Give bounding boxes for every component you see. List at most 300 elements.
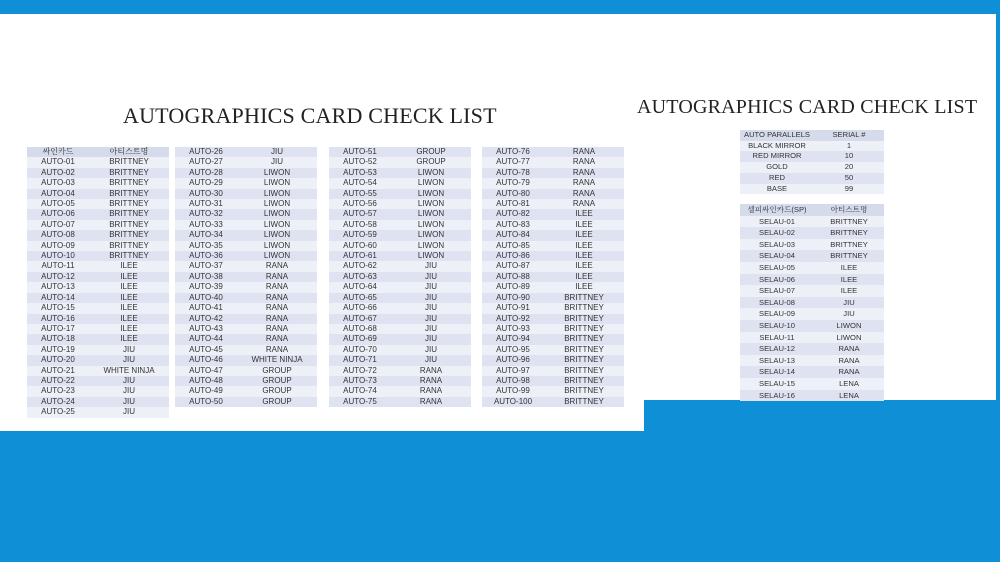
table-row	[329, 220, 471, 230]
card-code-cell: AUTO-43	[175, 324, 237, 334]
card-code-cell: SELAU-06	[740, 274, 814, 286]
table-row	[740, 308, 884, 320]
card-code-cell: AUTO-84	[482, 230, 544, 240]
value-cell: BRITTNEY	[544, 324, 624, 334]
value-cell: 10	[814, 151, 884, 162]
selau-table	[740, 204, 884, 401]
value-cell: JIU	[391, 261, 471, 271]
card-code-cell: SELAU-07	[740, 285, 814, 297]
card-code-cell: SELAU-05	[740, 262, 814, 274]
table-row	[175, 209, 317, 219]
card-code-cell: AUTO-21	[27, 366, 89, 376]
table-row	[482, 334, 624, 344]
card-code-cell: AUTO-08	[27, 230, 89, 240]
card-code-cell: AUTO-52	[329, 157, 391, 167]
table-row	[740, 173, 884, 184]
value-cell: BRITTNEY	[814, 239, 884, 251]
table-row	[482, 147, 624, 157]
value-cell: JIU	[391, 303, 471, 313]
value-cell: JIU	[391, 345, 471, 355]
value-cell: ILEE	[814, 262, 884, 274]
value-cell: LIWON	[237, 209, 317, 219]
card-code-cell: AUTO-61	[329, 251, 391, 261]
card-code-cell: AUTO-35	[175, 241, 237, 251]
card-code-cell: AUTO-79	[482, 178, 544, 188]
value-cell: ILEE	[544, 251, 624, 261]
table-header-row	[740, 130, 884, 141]
table-row	[175, 220, 317, 230]
value-cell: JIU	[89, 386, 169, 396]
value-cell: LIWON	[237, 168, 317, 178]
card-code-cell: AUTO-06	[27, 209, 89, 219]
value-cell: LENA	[814, 378, 884, 390]
value-cell: BRITTNEY	[89, 168, 169, 178]
card-code-cell: AUTO-73	[329, 376, 391, 386]
card-code-cell: AUTO-19	[27, 345, 89, 355]
value-cell: LIWON	[237, 251, 317, 261]
value-cell: RANA	[237, 293, 317, 303]
value-cell: JIU	[89, 355, 169, 365]
table-row	[740, 262, 884, 274]
table-row	[175, 376, 317, 386]
value-cell: ILEE	[544, 282, 624, 292]
header-cell: SERIAL #	[814, 130, 884, 141]
value-cell: ILEE	[544, 230, 624, 240]
card-code-cell: BASE	[740, 184, 814, 195]
value-cell: BRITTNEY	[544, 314, 624, 324]
table-row	[175, 199, 317, 209]
value-cell: JIU	[237, 157, 317, 167]
card-code-cell: AUTO-46	[175, 355, 237, 365]
value-cell: BRITTNEY	[814, 250, 884, 262]
card-code-cell: AUTO-37	[175, 261, 237, 271]
card-code-cell: SELAU-12	[740, 343, 814, 355]
value-cell: LIWON	[237, 241, 317, 251]
table-row	[27, 324, 169, 334]
card-code-cell: AUTO-44	[175, 334, 237, 344]
table-row	[329, 324, 471, 334]
card-code-cell: GOLD	[740, 162, 814, 173]
card-code-cell: AUTO-05	[27, 199, 89, 209]
value-cell: JIU	[89, 345, 169, 355]
card-code-cell: AUTO-54	[329, 178, 391, 188]
value-cell: RANA	[544, 178, 624, 188]
table-row	[329, 376, 471, 386]
value-cell: BRITTNEY	[814, 216, 884, 228]
card-code-cell: AUTO-29	[175, 178, 237, 188]
table-row	[175, 230, 317, 240]
value-cell: ILEE	[814, 285, 884, 297]
value-cell: LIWON	[237, 230, 317, 240]
table-row	[329, 314, 471, 324]
table-row	[329, 230, 471, 240]
header-cell: AUTO PARALLELS	[740, 130, 814, 141]
card-code-cell: AUTO-01	[27, 157, 89, 167]
table-row	[27, 199, 169, 209]
table-row	[740, 320, 884, 332]
auto-table-col-4	[482, 147, 624, 407]
card-code-cell: AUTO-39	[175, 282, 237, 292]
value-cell: WHITE NINJA	[237, 355, 317, 365]
table-row	[740, 378, 884, 390]
table-row	[740, 239, 884, 251]
value-cell: GROUP	[391, 147, 471, 157]
table-row	[27, 157, 169, 167]
card-code-cell: AUTO-95	[482, 345, 544, 355]
value-cell: BRITTNEY	[544, 334, 624, 344]
value-cell: GROUP	[237, 376, 317, 386]
value-cell: RANA	[544, 189, 624, 199]
value-cell: RANA	[237, 324, 317, 334]
card-code-cell: AUTO-64	[329, 282, 391, 292]
card-code-cell: AUTO-99	[482, 386, 544, 396]
value-cell: RANA	[391, 386, 471, 396]
value-cell: ILEE	[814, 274, 884, 286]
table-row	[175, 303, 317, 313]
table-row	[482, 272, 624, 282]
card-code-cell: SELAU-03	[740, 239, 814, 251]
card-code-cell: AUTO-26	[175, 147, 237, 157]
table-row	[175, 147, 317, 157]
table-row	[27, 314, 169, 324]
table-row	[175, 157, 317, 167]
table-row	[27, 189, 169, 199]
card-code-cell: AUTO-40	[175, 293, 237, 303]
table-row	[740, 343, 884, 355]
value-cell: ILEE	[89, 293, 169, 303]
card-code-cell: AUTO-88	[482, 272, 544, 282]
table-row	[329, 147, 471, 157]
card-code-cell: AUTO-86	[482, 251, 544, 261]
table-row	[175, 261, 317, 271]
value-cell: LIWON	[391, 230, 471, 240]
value-cell: LIWON	[814, 332, 884, 344]
value-cell: RANA	[237, 282, 317, 292]
value-cell: LIWON	[391, 241, 471, 251]
value-cell: GROUP	[391, 157, 471, 167]
value-cell: BRITTNEY	[544, 345, 624, 355]
table-row	[482, 178, 624, 188]
card-code-cell: AUTO-11	[27, 261, 89, 271]
table-row	[740, 285, 884, 297]
card-code-cell: AUTO-85	[482, 241, 544, 251]
value-cell: BRITTNEY	[544, 303, 624, 313]
table-row	[740, 216, 884, 228]
value-cell: LIWON	[391, 178, 471, 188]
value-cell: BRITTNEY	[814, 227, 884, 239]
table-row	[482, 168, 624, 178]
card-code-cell: AUTO-60	[329, 241, 391, 251]
card-code-cell: AUTO-36	[175, 251, 237, 261]
value-cell: RANA	[544, 199, 624, 209]
card-code-cell: AUTO-41	[175, 303, 237, 313]
card-code-cell: AUTO-47	[175, 366, 237, 376]
card-code-cell: AUTO-91	[482, 303, 544, 313]
card-code-cell: AUTO-68	[329, 324, 391, 334]
value-cell: BRITTNEY	[89, 220, 169, 230]
table-row	[27, 241, 169, 251]
card-code-cell: SELAU-16	[740, 390, 814, 402]
card-code-cell: AUTO-24	[27, 397, 89, 407]
card-code-cell: AUTO-02	[27, 168, 89, 178]
table-row	[482, 397, 624, 407]
card-code-cell: AUTO-75	[329, 397, 391, 407]
card-code-cell: AUTO-55	[329, 189, 391, 199]
table-row	[329, 199, 471, 209]
table-row	[175, 293, 317, 303]
value-cell: BRITTNEY	[544, 386, 624, 396]
table-row	[27, 366, 169, 376]
table-row	[175, 251, 317, 261]
table-row	[27, 209, 169, 219]
value-cell: RANA	[391, 376, 471, 386]
value-cell: RANA	[237, 261, 317, 271]
value-cell: GROUP	[237, 366, 317, 376]
table-row	[175, 241, 317, 251]
table-row	[482, 324, 624, 334]
table-row	[329, 303, 471, 313]
card-code-cell: SELAU-14	[740, 366, 814, 378]
value-cell: LENA	[814, 390, 884, 402]
card-code-cell: RED MIRROR	[740, 151, 814, 162]
table-row	[740, 274, 884, 286]
table-row	[329, 386, 471, 396]
card-code-cell: AUTO-80	[482, 189, 544, 199]
value-cell: LIWON	[237, 220, 317, 230]
table-row	[740, 162, 884, 173]
value-cell: JIU	[391, 334, 471, 344]
value-cell: 1	[814, 141, 884, 152]
card-code-cell: SELAU-15	[740, 378, 814, 390]
value-cell: BRITTNEY	[544, 376, 624, 386]
card-code-cell: SELAU-02	[740, 227, 814, 239]
card-code-cell: RED	[740, 173, 814, 184]
table-header-row	[27, 147, 169, 157]
value-cell: JIU	[89, 376, 169, 386]
value-cell: JIU	[391, 272, 471, 282]
card-code-cell: AUTO-72	[329, 366, 391, 376]
table-row	[329, 282, 471, 292]
table-row	[482, 261, 624, 271]
table-row	[175, 355, 317, 365]
table-row	[740, 141, 884, 152]
value-cell: RANA	[237, 334, 317, 344]
card-code-cell: AUTO-38	[175, 272, 237, 282]
card-code-cell: AUTO-69	[329, 334, 391, 344]
value-cell: LIWON	[814, 320, 884, 332]
card-code-cell: AUTO-56	[329, 199, 391, 209]
table-row	[482, 282, 624, 292]
header-cell: 아티스트명	[89, 147, 169, 157]
table-row	[482, 230, 624, 240]
card-code-cell: AUTO-57	[329, 209, 391, 219]
table-row	[740, 390, 884, 402]
table-row	[482, 386, 624, 396]
value-cell: RANA	[814, 355, 884, 367]
card-code-cell: AUTO-12	[27, 272, 89, 282]
table-row	[329, 189, 471, 199]
table-row	[175, 366, 317, 376]
card-code-cell: AUTO-28	[175, 168, 237, 178]
table-row	[175, 345, 317, 355]
value-cell: 20	[814, 162, 884, 173]
value-cell: BRITTNEY	[89, 157, 169, 167]
value-cell: ILEE	[89, 272, 169, 282]
card-code-cell: AUTO-53	[329, 168, 391, 178]
table-row	[27, 345, 169, 355]
left-title: AUTOGRAPHICS CARD CHECK LIST	[123, 103, 497, 128]
top-stripe	[0, 0, 1000, 14]
table-row	[482, 355, 624, 365]
card-code-cell: SELAU-09	[740, 308, 814, 320]
auto-table-col-1	[27, 147, 169, 418]
header-cell: 싸인카드	[27, 147, 89, 157]
value-cell: LIWON	[237, 189, 317, 199]
table-row	[482, 303, 624, 313]
card-code-cell: SELAU-13	[740, 355, 814, 367]
value-cell: BRITTNEY	[89, 251, 169, 261]
card-code-cell: AUTO-16	[27, 314, 89, 324]
table-row	[175, 334, 317, 344]
value-cell: BRITTNEY	[544, 355, 624, 365]
value-cell: LIWON	[391, 209, 471, 219]
card-code-cell: AUTO-30	[175, 189, 237, 199]
table-row	[482, 199, 624, 209]
value-cell: BRITTNEY	[89, 209, 169, 219]
card-code-cell: AUTO-45	[175, 345, 237, 355]
table-row	[329, 355, 471, 365]
card-code-cell: AUTO-17	[27, 324, 89, 334]
table-row	[27, 230, 169, 240]
value-cell: ILEE	[544, 220, 624, 230]
table-row	[329, 334, 471, 344]
table-row	[329, 261, 471, 271]
value-cell: ILEE	[89, 282, 169, 292]
card-code-cell: SELAU-11	[740, 332, 814, 344]
value-cell: RANA	[814, 366, 884, 378]
value-cell: RANA	[544, 157, 624, 167]
card-code-cell: AUTO-31	[175, 199, 237, 209]
card-code-cell: AUTO-89	[482, 282, 544, 292]
table-row	[482, 314, 624, 324]
auto-table-col-2	[175, 147, 317, 407]
card-code-cell: AUTO-23	[27, 386, 89, 396]
table-row	[482, 293, 624, 303]
auto-table-col-3	[329, 147, 471, 407]
value-cell: JIU	[237, 147, 317, 157]
right-edge-stripe	[996, 14, 1000, 400]
card-code-cell: AUTO-97	[482, 366, 544, 376]
value-cell: RANA	[237, 303, 317, 313]
value-cell: BRITTNEY	[544, 293, 624, 303]
card-code-cell: AUTO-03	[27, 178, 89, 188]
table-row	[27, 303, 169, 313]
table-row	[740, 250, 884, 262]
card-code-cell: AUTO-14	[27, 293, 89, 303]
table-row	[175, 314, 317, 324]
card-code-cell: AUTO-50	[175, 397, 237, 407]
table-row	[329, 241, 471, 251]
value-cell: ILEE	[544, 261, 624, 271]
table-row	[740, 184, 884, 195]
card-code-cell: AUTO-25	[27, 407, 89, 417]
table-row	[482, 345, 624, 355]
value-cell: BRITTNEY	[89, 189, 169, 199]
value-cell: LIWON	[237, 199, 317, 209]
value-cell: ILEE	[89, 334, 169, 344]
table-row	[329, 272, 471, 282]
value-cell: LIWON	[391, 220, 471, 230]
value-cell: LIWON	[237, 178, 317, 188]
value-cell: LIWON	[391, 168, 471, 178]
table-row	[27, 397, 169, 407]
card-code-cell: AUTO-83	[482, 220, 544, 230]
card-code-cell: AUTO-13	[27, 282, 89, 292]
table-row	[175, 189, 317, 199]
header-cell: 아티스트명	[814, 204, 884, 216]
card-code-cell: SELAU-04	[740, 250, 814, 262]
value-cell: GROUP	[237, 397, 317, 407]
value-cell: ILEE	[544, 272, 624, 282]
table-row	[175, 282, 317, 292]
value-cell: ILEE	[89, 324, 169, 334]
card-code-cell: AUTO-77	[482, 157, 544, 167]
card-code-cell: AUTO-87	[482, 261, 544, 271]
table-row	[329, 209, 471, 219]
value-cell: ILEE	[89, 303, 169, 313]
value-cell: JIU	[814, 297, 884, 309]
card-code-cell: AUTO-48	[175, 376, 237, 386]
table-row	[482, 251, 624, 261]
card-code-cell: AUTO-15	[27, 303, 89, 313]
value-cell: JIU	[814, 308, 884, 320]
card-code-cell: AUTO-42	[175, 314, 237, 324]
table-row	[329, 397, 471, 407]
card-code-cell: AUTO-93	[482, 324, 544, 334]
card-code-cell: AUTO-33	[175, 220, 237, 230]
card-code-cell: AUTO-66	[329, 303, 391, 313]
table-row	[482, 241, 624, 251]
card-code-cell: AUTO-27	[175, 157, 237, 167]
value-cell: BRITTNEY	[89, 199, 169, 209]
right-title: AUTOGRAPHICS CARD CHECK LIST	[637, 96, 978, 118]
table-row	[27, 261, 169, 271]
card-code-cell: AUTO-59	[329, 230, 391, 240]
value-cell: RANA	[544, 168, 624, 178]
card-code-cell: AUTO-78	[482, 168, 544, 178]
value-cell: ILEE	[544, 209, 624, 219]
card-code-cell: AUTO-10	[27, 251, 89, 261]
card-code-cell: AUTO-58	[329, 220, 391, 230]
table-row	[175, 386, 317, 396]
value-cell: JIU	[89, 397, 169, 407]
card-code-cell: AUTO-22	[27, 376, 89, 386]
table-row	[482, 157, 624, 167]
value-cell: LIWON	[391, 251, 471, 261]
header-cell: 셀피싸인카드(SP)	[740, 204, 814, 216]
card-code-cell: AUTO-09	[27, 241, 89, 251]
card-code-cell: AUTO-04	[27, 189, 89, 199]
value-cell: RANA	[391, 366, 471, 376]
value-cell: RANA	[237, 345, 317, 355]
value-cell: BRITTNEY	[544, 397, 624, 407]
table-row	[27, 220, 169, 230]
card-code-cell: AUTO-76	[482, 147, 544, 157]
table-row	[329, 168, 471, 178]
table-row	[740, 366, 884, 378]
table-row	[482, 366, 624, 376]
value-cell: JIU	[391, 282, 471, 292]
